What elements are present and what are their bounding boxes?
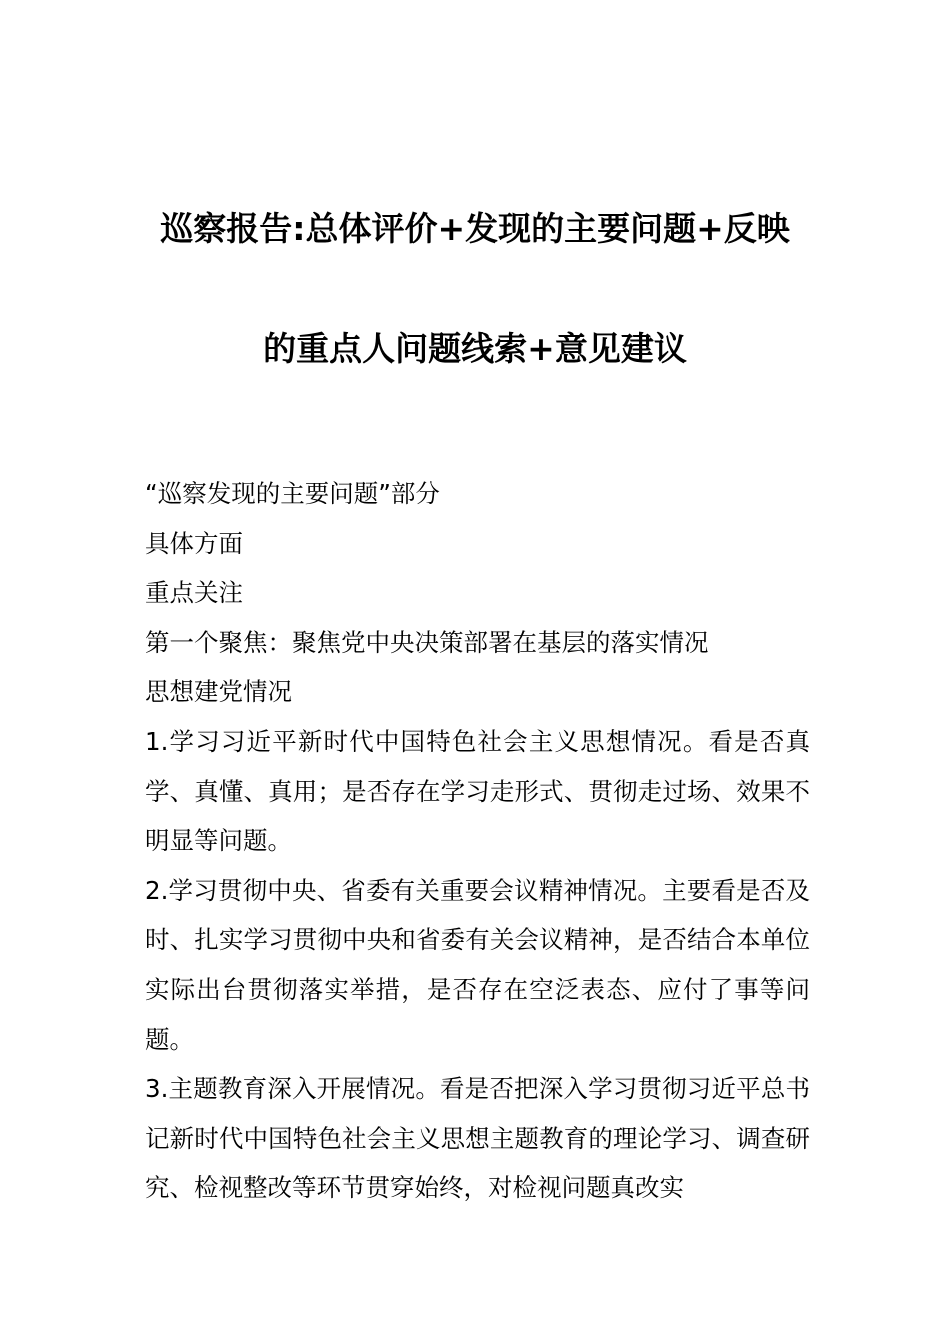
item-2-paragraph: 2.学习贯彻中央、省委有关重要会议精神情况。主要看是否及时、扎实学习贯彻中央和省委有关会议精神，是否结合本单位实际出台贯彻落实举措，是否存在空泛表态、应付了事等问题。 [145, 875, 810, 1054]
first-focus-heading: 第一个聚焦：聚焦党中央决策部署在基层的落实情况 [145, 627, 709, 657]
aspect-label: 具体方面 [145, 528, 243, 558]
item-1-paragraph: 1.学习习近平新时代中国特色社会主义思想情况。看是否真学、真懂、真用；是否存在学习走形式、贯彻走过场、效果不明显等问题。 [145, 726, 810, 856]
focus-label: 重点关注 [145, 578, 243, 608]
document-title-line-1: 巡察报告:总体评价+发现的主要问题+反映 [160, 209, 790, 248]
section-heading: “巡察发现的主要问题”部分 [145, 479, 440, 508]
document-title-line-2: 的重点人问题线索+意见建议 [263, 329, 687, 368]
document-body [145, 469, 810, 1213]
party-building-heading: 思想建党情况 [145, 677, 292, 707]
item-3-paragraph: 3.主题教育深入开展情况。看是否把深入学习贯彻习近平总书记新时代中国特色社会主义思想主题教育的理论学习、调查研究、检视整改等环节贯穿始终，对检视问题真改实 [145, 1074, 810, 1203]
